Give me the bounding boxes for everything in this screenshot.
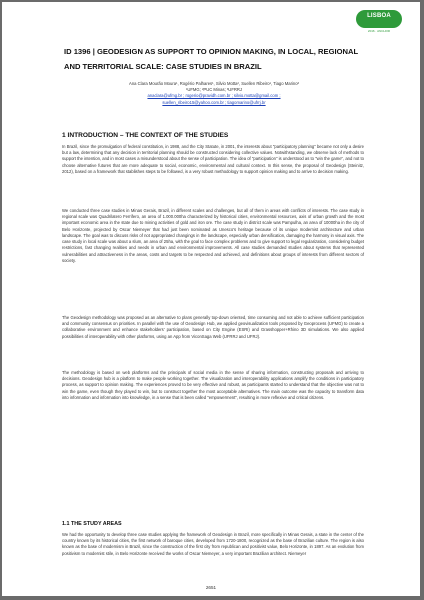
section-heading-study-areas: 1.1 THE STUDY AREAS [62, 521, 122, 527]
paragraph-4: The methodology is based on web platforms and the principals of social media in the sense of sharing information, constructing proposals and arriving to decisions. Geodesign hub is a platform to make people working together. The visualization and interoperability applications amplify the conditions in participatory process, as support to opinion making. The experiences proved to be very effective and robust, as participants started to understand that the objective was not to win the game, even though they played to win, but to construct together the most acceptable alternatives. The main outcome was the capacity to transform data into information and information into knowledge, in a sense that is been called "empowerment", resulting in more reflexive and critical citizens. [62, 370, 364, 400]
page-number: 2651 [205, 585, 217, 590]
paper-title: ID 1396 | GEODESIGN AS SUPPORT TO OPINION MAKING, IN LOCAL, REGIONAL AND TERRITORIAL SCALE: CASE STUDIES IN BRAZIL [64, 47, 358, 71]
document-page [2, 2, 420, 596]
author-emails-line-2[interactable]: suellen_ribeiro15@yahoo.com.br ; tiagomarino@ufrrj.br [162, 99, 266, 105]
author-emails-line-1[interactable]: anaclara@ufmg.br ; rogerio@pravidh.com.br ; silvio.motta@gmail.com ; [147, 93, 281, 99]
paragraph-1: In Brazil, since the promulgation of federal constitution, in 1988, and the City Statute, in 2001, the interests about "participatory planning" became not only a desire but a law, determining that any decision in territorial planning should be constructed considering collective values. Notwithstanding, we observe lack of methods to support the intention, and in most cases a misunderstood about the sense of participation. The idea of "participation" is understood as to "win the game", and not to choose alternative futures that are more adequate to social, economic, environmental and cultural context. In this sense, the proposal of Geodesign (Steinitz, 2012), based on a framework that stablishes steps to be followed, is a very robust methodology to support opinion making and to arrive to decision making. [62, 144, 364, 174]
section-heading-introduction: 1 INTRODUCTION – THE CONTEXT OF THE STUDIES [62, 132, 229, 139]
logo-text: LISBOA [367, 13, 391, 19]
paragraph-3: The Geodesign methodology was proposed as an alternative to plans generally top-down oriented, time consuming and not able to achieve sufficient participation and community consensus on priorities. In parallel with the use of Geodesign Hub, we applied geovisualization tools proposed by Geoprocess (UFMG) to create a collaborative environment and enhance stakeholders' participation, based on City Engine (ESRI) and Grasshopper+Rhino 3D simulations. We also applied possibilities of interoperability with other platforms, using an App from ViconSaga Web (UFRRJ and UFRJ). [62, 315, 364, 339]
conference-logo [356, 10, 402, 34]
logo-subtext: 2016 · ANCHOR [367, 29, 391, 33]
author-block [54, 81, 374, 106]
paragraph-2: We conducted three case studies in Minas Gerais, Brazil, in different scales and challenges, but all of them in areas with conflicts of interests. The case study in regional scale was Quadrilatero Ferrifero, an area of 1.000.000ha characterized by historical cities, environmental resources, axis of urban growth and the most important economic area in the state due to mining activities of gold and iron ore. The case study in district scale was Pampulha, an area of 10000ha in the city of Belo Horizonte, projected by Oscar Niemeyer that had just been nominated as Unesco's heritage because of its unique modernist architecture and urban landscape. The goal was to discuss risks of not appropriated changings in the landscape, especially urban densification, damaging the harmony in visual axis. The case study in local scale was about a slum, an area of 25ha, with the goal to face complex problems and to give support to legal regularization, considering budget restrictions, fast changing realities and needs in urban and environmental improvements. All case studies demanded studies about systems that represented vulnerabilities and attractiveness in the areas, costs and targets to be respected and achieved, and definitions about groups of interests from different sectors of society. [62, 208, 364, 263]
paragraph-5: We had the opportunity to develop three case studies applying the framework of Geodesign in Brazil, more specifically in Minas Gerais, a state in the center of the country known by its historical cities, the first network of baroque cities, developed from 1720-1800, recognized as the base of Brazilian culture. The region is also known as the base of modernism in Brazil, since the construction of the first city from republican and positivist value, Belo Horizonte, in 1897. As an evolution from positivism to modernist stile, in Belo Horizonte received the works of Oscar Niemeyer, a very important Brazilian architect. Niemeyer [62, 532, 364, 556]
author-affiliations: ¹UFMG; ²PUC Minas; ³UFRRJ [185, 87, 243, 93]
author-names: Ana Clara Mourão Moura¹, Rogério Palhares¹, Silvio Motta², Suellen Ribeiro¹, Tiago Marino³ [129, 81, 299, 86]
